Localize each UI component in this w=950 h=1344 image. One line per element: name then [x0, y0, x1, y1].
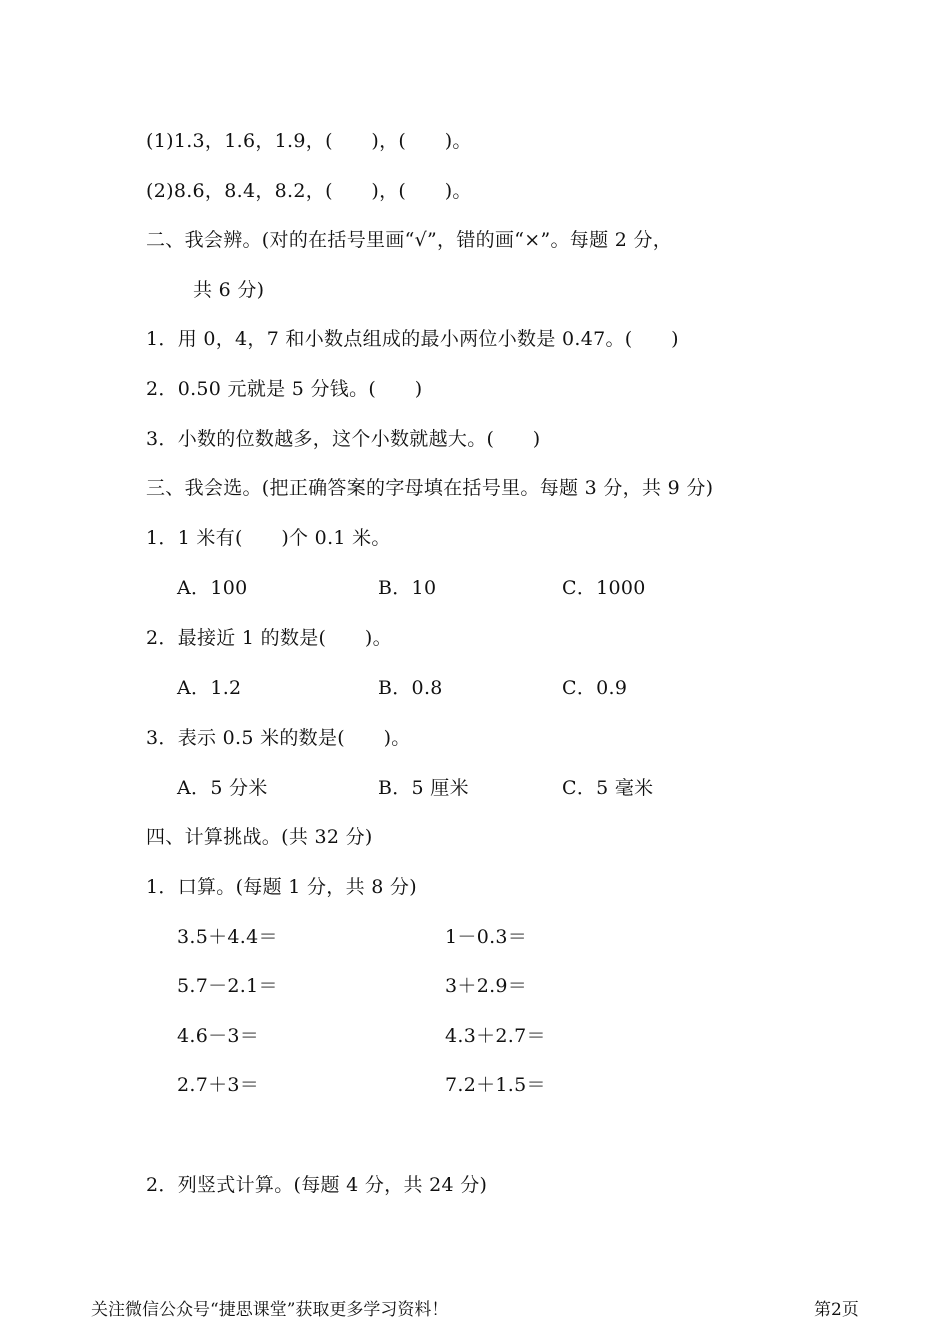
choice-option-a: A．1.2: [177, 677, 242, 699]
vertical-calc-title: 2．列竖式计算。(每题 4 分，共 24 分): [146, 1174, 488, 1196]
judge-item-2: 2．0.50 元就是 5 分钱。( ): [146, 378, 423, 400]
oral-calc-item: 7.2＋1.5＝: [445, 1074, 546, 1096]
oral-calc-title: 1．口算。(每题 1 分，共 8 分): [146, 876, 417, 898]
choice-question-2: 2．最接近 1 的数是( )。: [146, 627, 392, 649]
oral-calc-item: 2.7＋3＝: [177, 1074, 260, 1096]
oral-calc-item: 5.7－2.1＝: [177, 975, 278, 997]
page-number: 第2页: [814, 1300, 859, 1320]
choice-question-3: 3．表示 0.5 米的数是( )。: [146, 727, 411, 749]
section3-heading: 三、我会选。(把正确答案的字母填在括号里。每题 3 分，共 9 分): [146, 477, 714, 499]
choice-option-c: C．1000: [562, 577, 646, 599]
oral-calc-item: 3＋2.9＝: [445, 975, 528, 997]
choice-option-c: C．5 毫米: [562, 777, 654, 799]
choice-option-b: B．5 厘米: [378, 777, 469, 799]
judge-item-1: 1．用 0，4，7 和小数点组成的最小两位小数是 0.47。( ): [146, 328, 679, 350]
section2-heading: 二、我会辨。(对的在括号里画“√”，错的画“×”。每题 2 分，: [146, 229, 673, 251]
choice-option-a: A．5 分米: [177, 777, 268, 799]
fill-question-1: (1)1.3，1.6，1.9，( )，( )。: [146, 130, 472, 152]
footer-promo: 关注微信公众号“捷思课堂”获取更多学习资料！: [91, 1300, 449, 1320]
choice-option-c: C．0.9: [562, 677, 628, 699]
oral-calc-item: 4.6－3＝: [177, 1025, 260, 1047]
choice-question-1: 1．1 米有( )个 0.1 米。: [146, 527, 391, 549]
oral-calc-item: 4.3＋2.7＝: [445, 1025, 546, 1047]
section2-heading-cont: 共 6 分): [193, 279, 265, 301]
choice-option-b: B．0.8: [378, 677, 443, 699]
judge-item-3: 3．小数的位数越多，这个小数就越大。( ): [146, 428, 541, 450]
oral-calc-item: 1－0.3＝: [445, 926, 528, 948]
section4-heading: 四、计算挑战。(共 32 分): [146, 826, 373, 848]
choice-option-a: A．100: [177, 577, 248, 599]
choice-option-b: B．10: [378, 577, 437, 599]
fill-question-2: (2)8.6，8.4，8.2，( )，( )。: [146, 180, 472, 202]
oral-calc-item: 3.5＋4.4＝: [177, 926, 278, 948]
